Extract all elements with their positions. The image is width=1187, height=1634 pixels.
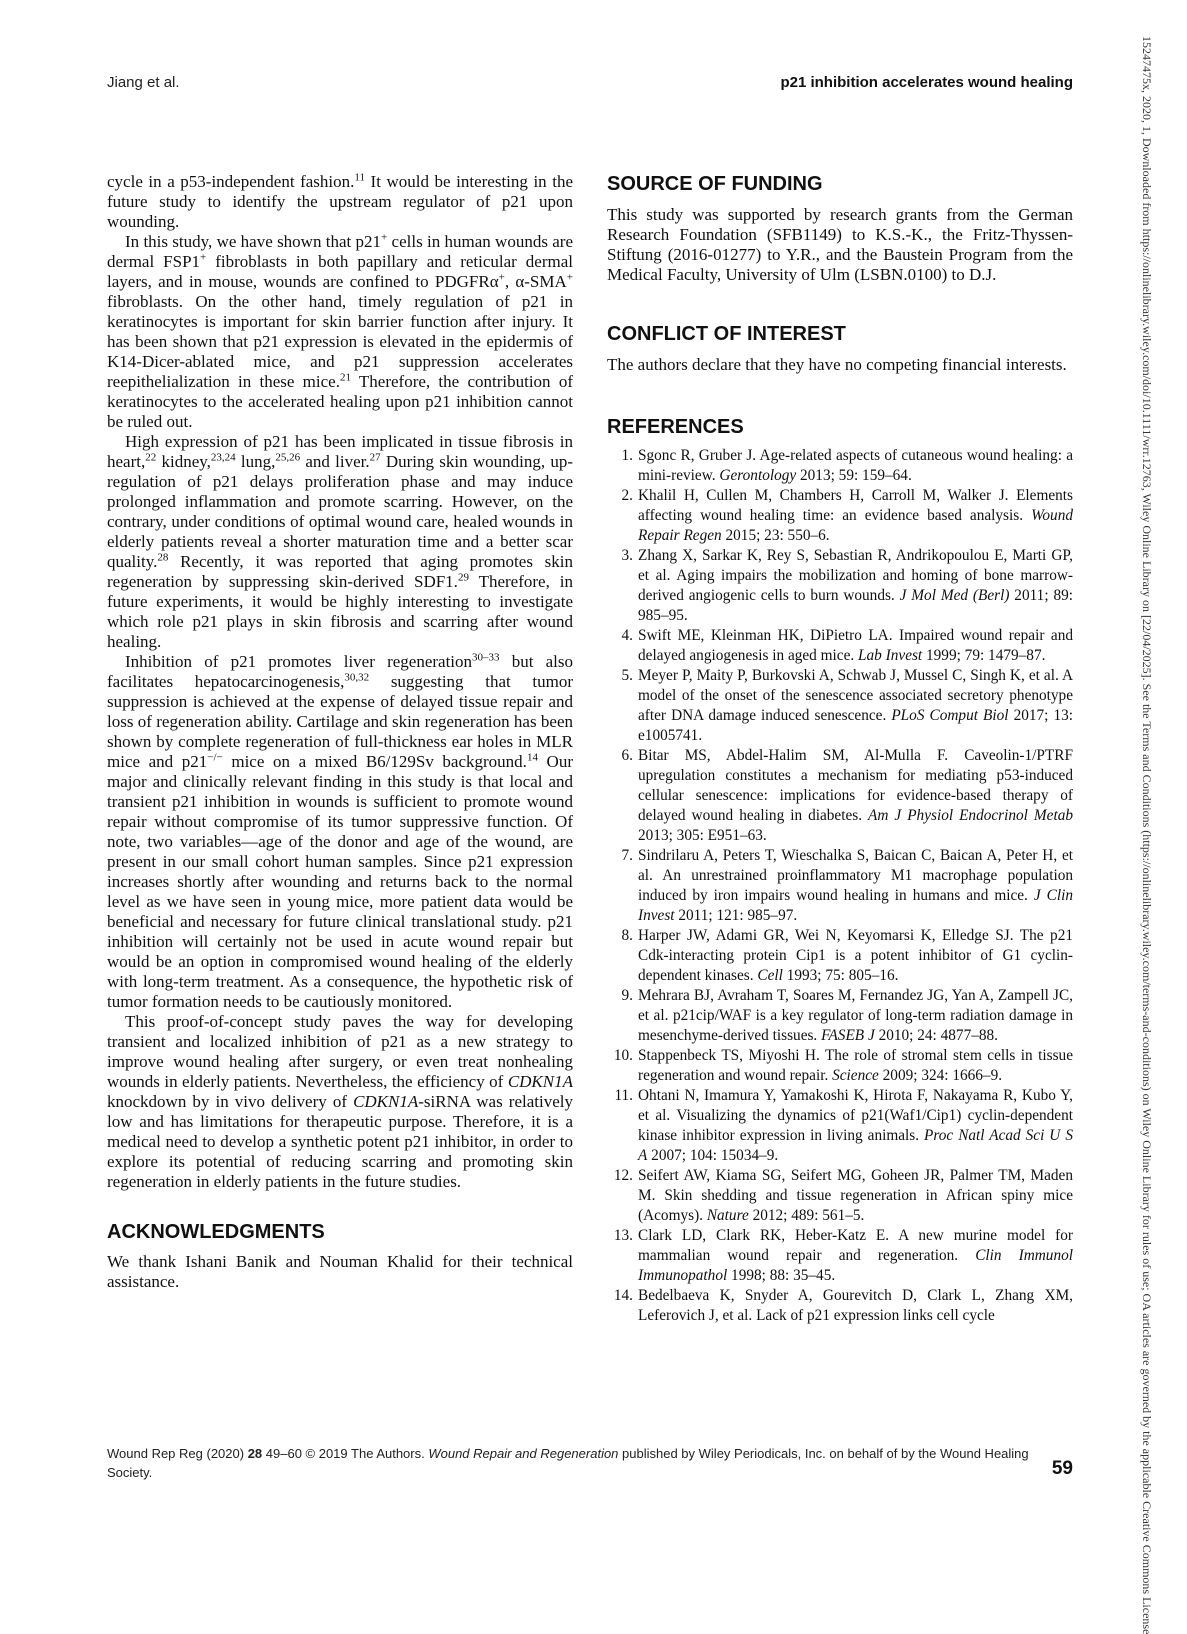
discussion-text [107,172,573,1192]
body-paragraph: High expression of p21 has been implicated in tissue fibrosis in heart,$^{22}$ kidney,$^{23,24}$ lung,$^{25,26}$ and liver.$^{27}$ During skin wounding, up-regulation of p21 delays proliferation phase and may induce prolonged inflammation and promote scarring. However, on the contrary, under conditions of optimal wound care, healed wounds in elderly patients reveal a shorter maturation time and a better scar quality.$^{28}$ Recently, it was reported that aging promotes skin regeneration by suppressing skin-derived SDF1.29 Therefore, in future experiments, it would be highly interesting to investigate which role p21 plays in skin fibrosis and scarring after wound healing. [107,432,574,651]
reference-number: 1. [621,447,633,464]
reference-item: 11. Ohtani N, Imamura Y, Yamakoshi K, Hirota F, Nakayama R, Kubo Y, et al. Visualizing the dynamics of p21(Waf1/Cip1) cyclin-dependent kinase inhibitor expression in living animals. Proc Natl Acad Sci U S A 2007; 104: 15034–9. [607,1086,1073,1166]
running-header-author: Jiang et al. [107,74,180,91]
reference-number: 3. [621,547,633,564]
reference-number: 6. [621,747,633,764]
reference-item: 5. Meyer P, Maity P, Burkovski A, Schwab J, Mussel C, Singh K, et al. A model of the onset of the senescence associated secretory phenotype after DNA damage induced senescence. PLoS Comput Biol 2017; 13: e1005741. [607,666,1073,746]
page-number: 59 [1051,1458,1073,1479]
reference-item: 12. Seifert AW, Kiama SG, Seifert MG, Goheen JR, Palmer TM, Maden M. Skin shedding and tissue regeneration in African spiny mice (Acomys). Nature 2012; 489: 561–5. [607,1166,1073,1226]
reference-item: 9. Mehrara BJ, Avraham T, Soares M, Fernandez JG, Yan A, Zampell JC, et al. p21cip/WAF is a key regulator of long-term radiation damage in mesenchyme-derived tissues. FASEB J 2010; 24: 4877–88. [607,986,1073,1046]
reference-item: 2. Khalil H, Cullen M, Chambers H, Carroll M, Walker J. Elements affecting wound healing time: an evidence based analysis. Wound Repair Regen 2015; 23: 550–6. [607,486,1073,546]
footer-citation: Wound Rep Reg (2020) 28 49–60 © 2019 The Authors. Wound Repair and Regeneration published by Wiley Periodicals, Inc. on behalf of by the Wound Healing Society. [107,1446,1029,1480]
acknowledgments-heading: ACKNOWLEDGMENTS [107,1221,325,1243]
reference-number: 9. [621,987,633,1004]
conflict-heading: CONFLICT OF INTEREST [607,323,846,345]
reference-item: 7. Sindrilaru A, Peters T, Wieschalka S, Baican C, Baican A, Peter H, et al. An unrestrained proinflammatory M1 macrophage population induced by iron impairs wound healing in humans and mice. J Clin Invest 2011; 121: 985–97. [607,846,1073,926]
body-paragraph: cycle in a p53-independent fashion.$^{11}$ It would be interesting in the future study to identify the upstream regulator of p21 upon wounding. [107,171,573,231]
body-paragraph: In this study, we have shown that p21+ cells in human wounds are dermal FSP1+ fibroblasts in both papillary and reticular dermal layers, and in mouse, wounds are confined to PDGFRα+, α-SMA+ fibroblasts. On the other hand, timely regulation of p21 in keratinocytes is important for skin barrier function after injury. It has been shown that p21 expression is elevated in the epidermis of K14-Dicer-ablated mice, and p21 suppression accelerates reepithelialization in these mice.$^{21}$ Therefore, the contribution of keratinocytes to the accelerated healing upon p21 inhibition cannot be ruled out. [107,231,574,431]
left-column [107,172,573,1292]
reference-number: 13. [613,1227,633,1244]
reference-item: 4. Swift ME, Kleinman HK, DiPietro LA. Impaired wound repair and delayed angiogenesis in aged mice. Lab Invest 1999; 79: 1479–87. [607,626,1073,666]
funding-text: This study was supported by research grants from the German Research Foundation (SFB1149) to K.S.-K., the Fritz-Thyssen-Stiftung (2016-01277) to Y.R., and the Baustein Program from the Medical Faculty, University of Ulm (LSBN.0100) to D.J. [607,205,1073,284]
reference-number: 7. [621,847,633,864]
reference-number: 14. [613,1287,633,1304]
reference-item: 13. Clark LD, Clark RK, Heber-Katz E. A new murine model for mammalian wound repair and regeneration. Clin Immunol Immunopathol 1998; 88: 35–45. [607,1226,1073,1286]
reference-item: 1. Sgonc R, Gruber J. Age-related aspects of cutaneous wound healing: a mini-review. Gerontology 2013; 59: 159–64. [607,446,1073,486]
reference-item: 10. Stappenbeck TS, Miyoshi H. The role of stromal stem cells in tissue regeneration and wound repair. Science 2009; 324: 1666–9. [607,1046,1073,1086]
reference-item: 3. Zhang X, Sarkar K, Rey S, Sebastian R, Andrikopoulou E, Marti GP, et al. Aging impairs the mobilization and homing of bone marrow-derived angiogenic cells to burn wounds. J Mol Med (Berl) 2011; 89: 985–95. [607,546,1073,626]
reference-number: 10. [613,1047,633,1064]
reference-item: 6. Bitar MS, Abdel-Halim SM, Al-Mulla F. Caveolin-1/PTRF upregulation constitutes a mechanism for mediating p53-induced cellular senescence: implications for evidence-based therapy of delayed wound healing in diabetes. Am J Physiol Endocrinol Metab 2013; 305: E951–63. [607,746,1073,846]
reference-item: 8. Harper JW, Adami GR, Wei N, Keyomarsi K, Elledge SJ. The p21 Cdk-interacting protein Cip1 is a potent inhibitor of G1 cyclin-dependent kinases. Cell 1993; 75: 805–16. [607,926,1073,986]
download-notice: 15247475x, 2020, 1, Downloaded from https://onlinelibrary.wiley.com/doi/10.1111/wrr.12763, Wiley Online Library on [22/04/2025]. See the Terms and Conditions (https://onlinelibrary.wiley.com/terms-and-conditions) on Wiley Online Library for rules of use; OA articles are governed by the applicable Creative Commons License [1140,36,1154,1634]
references-heading: REFERENCES [607,416,744,438]
reference-number: 2. [621,487,633,504]
reference-number: 11. [614,1087,633,1104]
reference-number: 12. [613,1167,633,1184]
funding-heading: SOURCE OF FUNDING [607,173,823,195]
conflict-text: The authors declare that they have no competing financial interests. [607,355,1067,374]
reference-number: 4. [621,627,633,644]
right-column [607,172,1073,1326]
body-paragraph: Inhibition of p21 promotes liver regeneration$^{30-33}$ but also facilitates hepatocarcinogenesis,$^{30,32}$ suggesting that tumor suppression is achieved at the expense of delayed tissue repair and loss of regeneration ability. Cartilage and skin regeneration has been shown by complete regeneration of full-thickness ear holes in MLR mice and p21−/− mice on a mixed B6/129Sv background.$^{14}$ Our major and clinically relevant finding in this study is that local and transient p21 inhibition in wounds is sufficient to promote wound repair without compromise of its tumor suppressive function. Of note, two variables—age of the donor and age of the wound, are present in our small cohort human samples. Since p21 expression increases shortly after wounding and returns back to the normal level as we have seen in young mice, more patient data would be beneficial and necessary for future clinical translational study. p21 inhibition will certainly not be used in acute wound repair but would be an option in compromised wound healing of the elderly with long-term treatment. As a consequence, the hypothetic risk of tumor formation needs to be cautiously monitored. [107,651,573,1011]
reference-number: 5. [621,667,633,684]
reference-list [607,446,1073,1326]
reference-number: 8. [621,927,633,944]
acknowledgments-text: We thank Ishani Banik and Nouman Khalid for their technical assistance. [107,1252,573,1291]
reference-item: 14. Bedelbaeva K, Snyder A, Gourevitch D, Clark L, Zhang XM, Leferovich J, et al. Lack of p21 expression links cell cycle [607,1286,1073,1326]
body-paragraph: This proof-of-concept study paves the way for developing transient and localized inhibition of p21 as a new strategy to improve wound healing after surgery, or even treat nonhealing wounds in elderly patients. Nevertheless, the efficiency of CDKN1A knockdown by in vivo delivery of CDKN1A-siRNA was relatively low and has limitations for therapeutic purpose. Therefore, it is a medical need to develop a synthetic potent p21 inhibitor, in order to explore its potential of reducing scarring and promoting skin regeneration in elderly patients in the future studies. [107,1012,573,1191]
running-header-title: p21 inhibition accelerates wound healing [780,74,1073,91]
